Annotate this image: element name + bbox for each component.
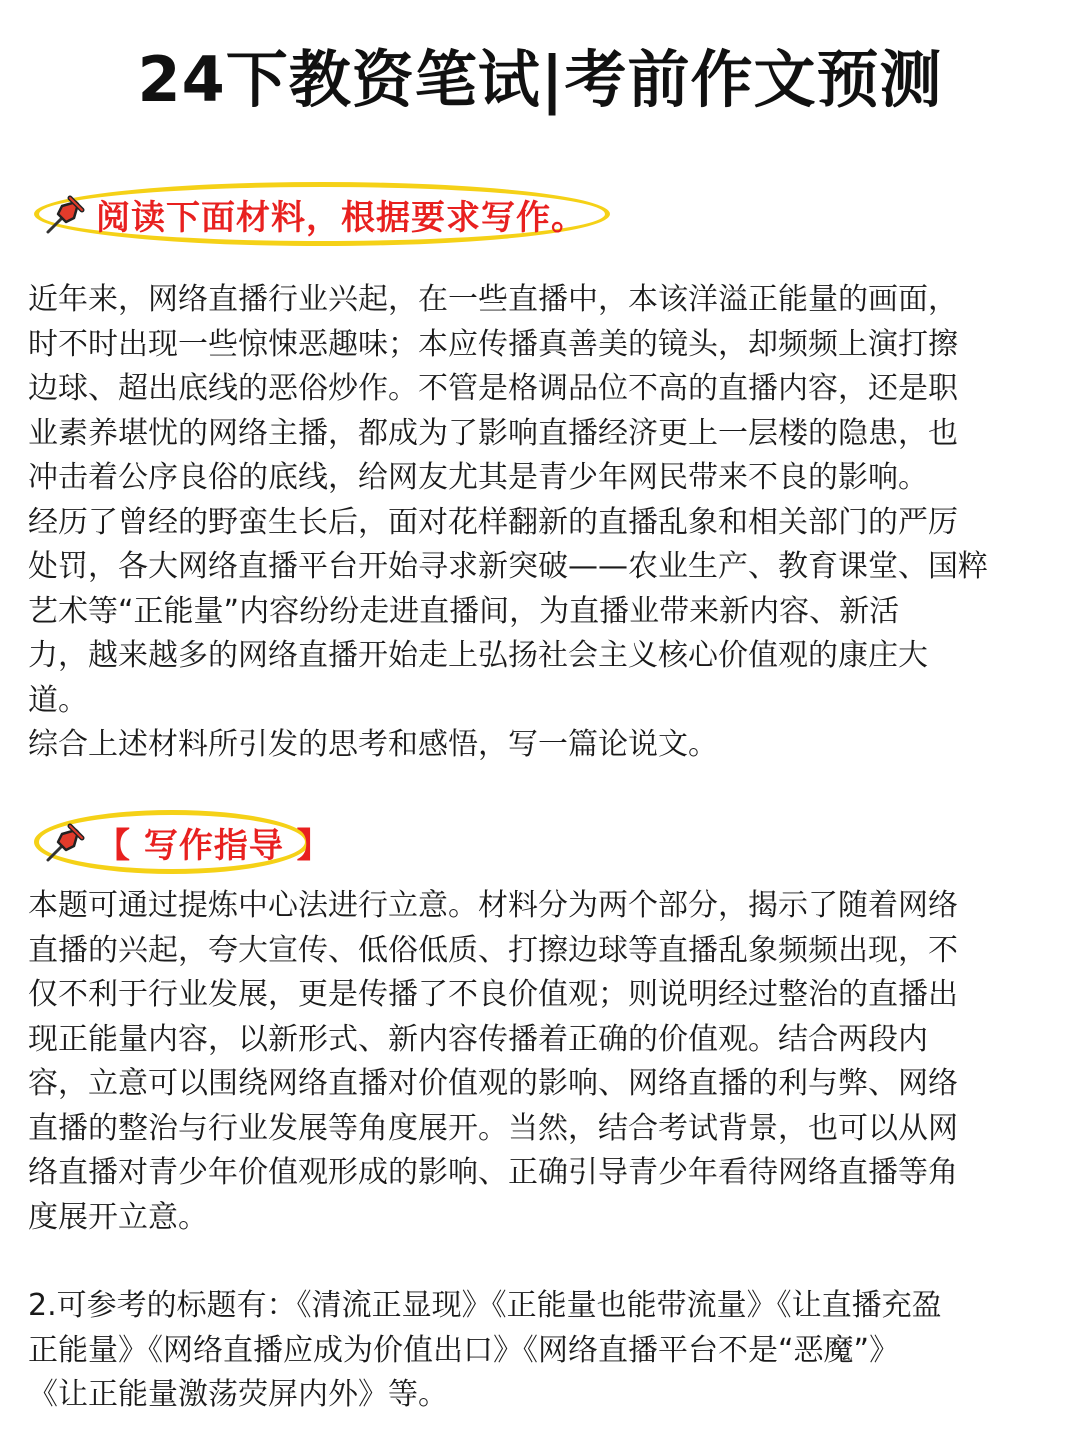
text-line: 边球、超出底线的恶俗炒作。不管是格调品位不高的直播内容，还是职 bbox=[28, 371, 958, 406]
text-line: 综合上述材料所引发的思考和感悟，写一篇论说文。 bbox=[28, 727, 718, 762]
text-line: 经历了曾经的野蛮生长后，面对花样翻新的直播乱象和相关部门的严厉 bbox=[28, 504, 958, 540]
text-line: 时不时出现一些惊悚恶趣味；本应传播真善美的镜头，却频频上演打擦 bbox=[28, 326, 958, 362]
text-line: 2.可参考的标题有：《清流正显现》《正能量也能带流量》《让直播充盈 bbox=[28, 1288, 942, 1323]
text-line: 直播的整治与行业发展等角度展开。当然，结合考试背景，也可以从网 bbox=[28, 1110, 958, 1146]
text-line: 近年来，网络直播行业兴起，在一些直播中，本该洋溢正能量的画面， bbox=[28, 282, 958, 317]
text-line: 仅不利于行业发展，更是传播了不良价值观；则说明经过整治的直播出 bbox=[28, 977, 958, 1012]
text-line: 容，立意可以围绕网络直播对价值观的影响、网络直播的利与弊、网络 bbox=[28, 1066, 958, 1101]
reference-titles-paragraph bbox=[28, 1284, 1058, 1418]
pushpin-icon bbox=[44, 820, 88, 864]
text-line: 处罚，各大网络直播平台开始寻求新突破——农业生产、教育课堂、国粹 bbox=[28, 549, 988, 584]
pushpin-icon bbox=[44, 192, 88, 236]
text-line: 道。 bbox=[28, 682, 88, 718]
guide-paragraph bbox=[28, 884, 1058, 1240]
text-line: 直播的兴起，夸大宣传、低俗低质、打擦边球等直播乱象频频出现，不 bbox=[28, 932, 958, 968]
page-title: 24下教资笔试|考前作文预测 bbox=[137, 43, 943, 116]
text-line: 现正能量内容，以新形式、新内容传播着正确的价值观。结合两段内 bbox=[28, 1021, 928, 1057]
text-line: 络直播对青少年价值观形成的影响、正确引导青少年看待网络直播等角 bbox=[28, 1155, 958, 1190]
section-heading-text: 阅读下面材料，根据要求写作。 bbox=[96, 197, 586, 238]
text-line: 度展开立意。 bbox=[28, 1199, 208, 1235]
text-line: 力，越来越多的网络直播开始走上弘扬社会主义核心价值观的康庄大 bbox=[28, 638, 928, 673]
text-line: 业素养堪忧的网络主播，都成为了影响直播经济更上一层楼的隐患，也 bbox=[28, 415, 958, 451]
text-line: 正能量》《网络直播应成为价值出口》《网络直播平台不是“恶魔”》 bbox=[28, 1332, 900, 1368]
text-line: 本题可通过提炼中心法进行立意。材料分为两个部分，揭示了随着网络 bbox=[28, 888, 958, 923]
text-line: 艺术等“正能量”内容纷纷走进直播间，为直播业带来新内容、新活 bbox=[28, 593, 900, 629]
text-line: 《让正能量激荡荧屏内外》等。 bbox=[28, 1377, 448, 1412]
section-heading-material bbox=[34, 182, 610, 246]
section-heading-text: 【 写作指导 】 bbox=[96, 825, 332, 866]
text-line: 冲击着公序良俗的底线，给网友尤其是青少年网民带来不良的影响。 bbox=[28, 460, 928, 495]
material-paragraph bbox=[28, 278, 1058, 768]
section-heading-guide bbox=[34, 810, 332, 874]
